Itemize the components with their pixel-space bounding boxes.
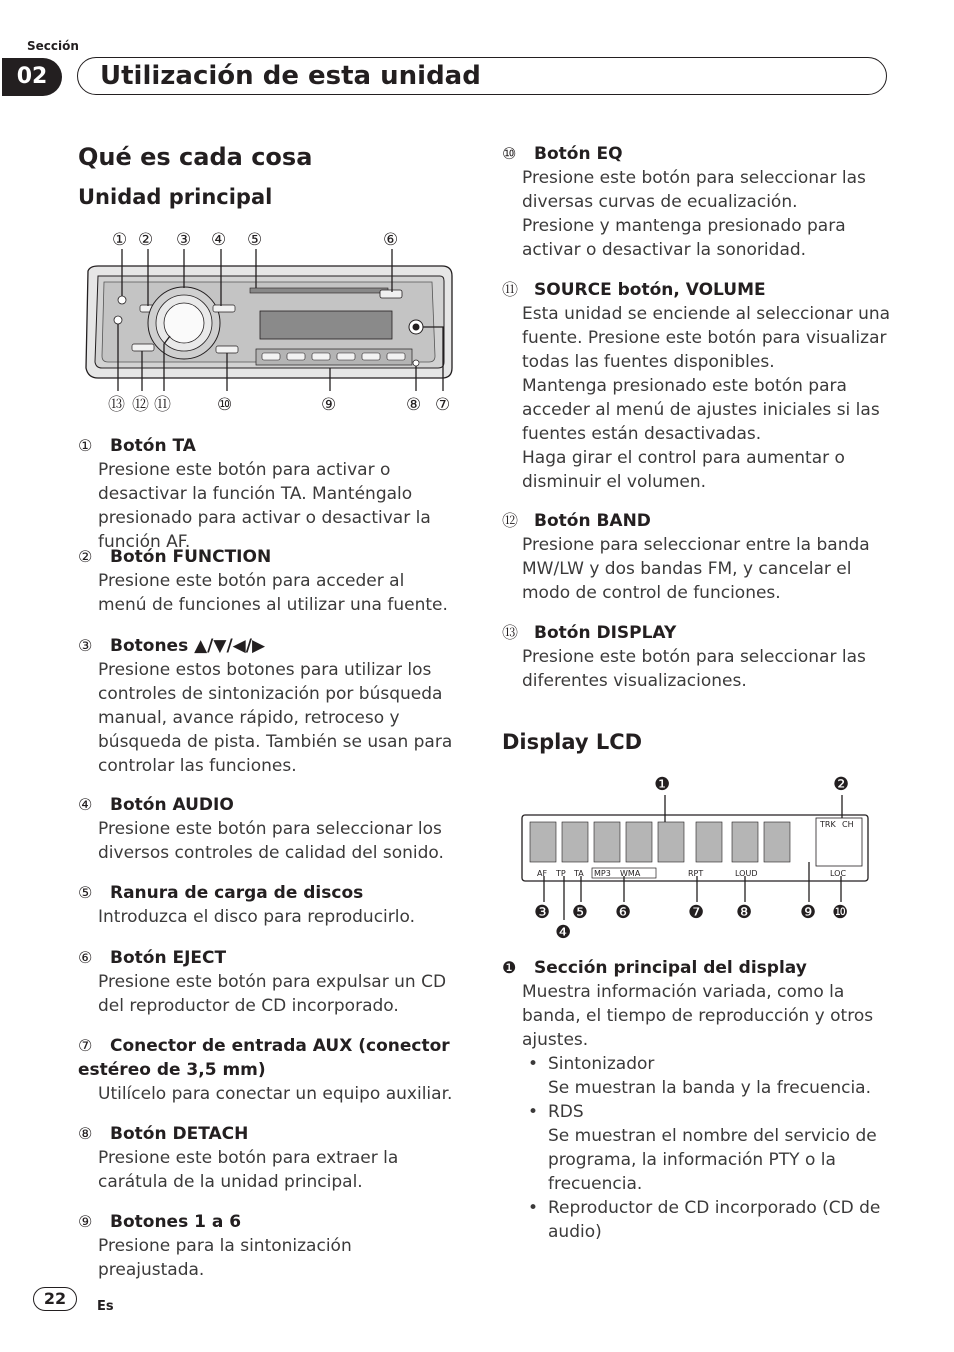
subheading-main-unit: Unidad principal (78, 185, 273, 209)
lcd-label-ta: TA (574, 869, 584, 878)
section-label: Sección (27, 39, 79, 53)
callout-2: ② (138, 230, 154, 250)
bullet-rds: • RDS (522, 1100, 892, 1124)
section-number: 02 (2, 58, 62, 96)
lcd-label-wma: WMA (620, 869, 641, 878)
bullet-cd: • Reproductor de CD incorporado (CD de audio) (522, 1196, 892, 1244)
lcd-label-loc: LOC (830, 869, 847, 878)
list-item: ④ Botón AUDIO Presione este botón para seleccionar los diversos controles de calidad del sonido. (78, 795, 444, 863)
list-item: ① Botón TA Presione este botón para activar o desactivar la función TA. Manténgalo presionado para activar o desactivar la función AF. (78, 436, 431, 552)
lcd-callout-1: ❶ (654, 774, 671, 795)
list-item: ⑨ Botones 1 a 6 Presione para la sintonización preajustada. (78, 1212, 352, 1280)
page-number: 22 (33, 1287, 77, 1311)
lcd-digit-5 (658, 822, 684, 862)
lcd-digit-4 (626, 822, 652, 862)
callout-8: ⑧ (406, 395, 422, 415)
lcd-callout-4: ❹ (555, 922, 572, 943)
lcd-digit-3 (594, 822, 620, 862)
list-item: ⑪ SOURCE botón, VOLUME Esta unidad se enciende al seleccionar una fuente. Presione este botón para visualizar todas las fuentes disponibles. Mantenga presionado este botón para acceder al menú de ajustes iniciales si las fuentes están desactivadas. Haga girar el control para aumentar o disminuir el volumen. (502, 280, 891, 492)
lcd-digit-6 (696, 822, 722, 862)
lcd-digit-1 (530, 822, 556, 862)
callout-13: ⑬ (108, 395, 125, 415)
callout-12: ⑫ (132, 395, 149, 415)
lcd-label-trk: TRK (820, 820, 836, 829)
callout-11: ⑪ (154, 395, 171, 415)
lcd-digit-7 (732, 822, 758, 862)
lcd-callout-9: ❾ (800, 902, 817, 923)
lcd-callout-3: ❸ (534, 902, 551, 923)
list-item: ③ Botones ▲/▼/◀/▶ Presione estos botones para utilizar los controles de sintonización por búsqueda manual, avance rápido, retroceso y búsqueda de pista. También se usan para controlar las funciones. (78, 636, 453, 776)
callout-9: ⑨ (321, 395, 337, 415)
language-code: Es (97, 1299, 114, 1314)
bullet-tuner: • Sintonizador (522, 1052, 892, 1076)
lcd-label-rpt: RPT (688, 869, 704, 878)
callout-10: ⑩ (217, 395, 233, 415)
lcd-callout-7: ❼ (688, 902, 705, 923)
list-item: ② Botón FUNCTION Presione este botón para acceder al menú de funciones al utilizar una fuente. (78, 547, 448, 615)
lcd-callout-2: ❷ (833, 774, 850, 795)
callout-4: ④ (211, 230, 227, 250)
lcd-label-ch: CH (842, 820, 854, 829)
callout-1: ① (112, 230, 128, 250)
lcd-callout-5: ❺ (572, 902, 589, 923)
list-item: ⑦ Conector de entrada AUX (conector estéreo de 3,5 mm) Utilícelo para conectar un equipo auxiliar. (78, 1036, 453, 1104)
list-item: ⑩ Botón EQ Presione este botón para seleccionar las diversas curvas de ecualización. Presione y mantenga presionado para activar o desactivar la sonoridad. (502, 144, 866, 260)
list-item: ⑤ Ranura de carga de discos Introduzca el disco para reproducirlo. (78, 883, 415, 927)
lcd-digit-2 (562, 822, 588, 862)
list-item: ⑧ Botón DETACH Presione este botón para extraer la carátula de la unidad principal. (78, 1124, 399, 1192)
head-unit-diagram (80, 226, 470, 416)
list-item: ⑥ Botón EJECT Presione este botón para expulsar un CD del reproductor de CD incorporado. (78, 948, 447, 1016)
lcd-callout-10: ❿ (832, 902, 849, 923)
lcd-callout-6: ❻ (615, 902, 632, 923)
page-heading: Qué es cada cosa (78, 143, 313, 171)
lcd-label-af: AF (537, 869, 548, 878)
lcd-list-item: ❶ Sección principal del display Muestra información variada, como la banda, el tiempo de reproducción y otros ajustes. • Sintonizador Se muestran la banda y la frecuencia. • RDS Se muestran el nombre del servicio de programa, la información PTY o la frecuencia. • Reproductor de CD incorporado (CD de audio) (502, 956, 892, 1244)
lcd-label-loud: LOUD (735, 869, 758, 878)
lcd-digit-8 (764, 822, 790, 862)
subheading-lcd: Display LCD (502, 730, 643, 754)
lcd-diagram (510, 770, 880, 945)
section-title: Utilización de esta unidad (100, 61, 481, 91)
callout-7: ⑦ (435, 395, 451, 415)
lcd-label-tp: TP (556, 869, 566, 878)
callout-6: ⑥ (383, 230, 399, 250)
callout-3: ③ (176, 230, 192, 250)
lcd-callout-8: ❽ (736, 902, 753, 923)
list-item: ⑬ Botón DISPLAY Presione este botón para seleccionar las diferentes visualizaciones. (502, 623, 866, 691)
list-item: ⑫ Botón BAND Presione para seleccionar entre la banda MW/LW y dos bandas FM, y cancelar el modo de control de funciones. (502, 511, 870, 603)
callout-5: ⑤ (247, 230, 263, 250)
lcd-label-mp3: MP3 (594, 869, 611, 878)
